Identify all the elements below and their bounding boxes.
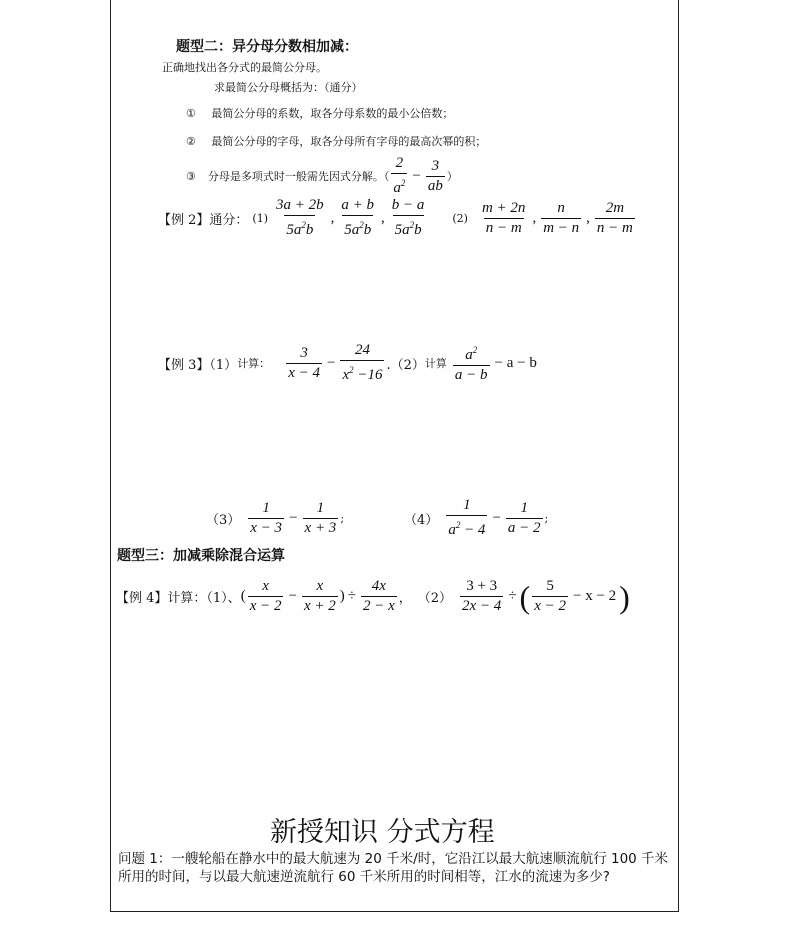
example3-part4: （4）: [404, 512, 439, 528]
example2: [158, 197, 637, 239]
section2-intro: 正确地找出各分式的最简公分母。: [162, 61, 327, 74]
problem-1: 问题 1：一艘轮船在静水中的最大航速为 20 千米/时，它沿江以最大航速顺流航行 100 千米所用的时间，与以最大航速逆流航行 60 千米所用的时间相等，江水的流速为多少?: [118, 851, 669, 885]
example3-row2: [206, 497, 548, 539]
rule-3-mark: ③: [186, 169, 196, 183]
rule-3-formula: $\frac{2}{a^2}$ − $\frac{3}{ab}$: [393, 155, 443, 196]
fraction: $\frac{1}{a^2 - 4}$: [448, 497, 486, 538]
fraction: $\frac{1}{x + 3}$: [304, 499, 337, 536]
rule-2-text: 最简公分母的字母，取各分母所有字母的最高次幂的积；: [211, 135, 487, 148]
fraction: $\frac{3 + 3}{2x - 4}$: [462, 578, 502, 614]
example3-formula2: $\frac{a^2}{a - b}$ − a − b: [451, 342, 540, 384]
example3-formula1: $\frac{3}{x - 4}$ − $\frac{24}{x^2 -16}$: [288, 342, 383, 383]
fraction: $\frac{1}{a - 2}$: [507, 499, 541, 536]
fraction: $\frac{3}{x - 4}$: [288, 344, 320, 381]
example2-label: 【例 2】通分：: [158, 212, 249, 228]
fraction: $\frac{a^2}{a - b}$: [454, 345, 488, 383]
example3-row1: [158, 342, 540, 384]
example3-semi4: ;: [544, 511, 549, 525]
fraction: $\frac{a + b}{5a^2b}$: [341, 197, 374, 238]
example2-part2: (2): [452, 211, 468, 225]
fraction: $\frac{3}{ab}$: [427, 157, 443, 194]
example2-part1: (1): [252, 211, 268, 225]
fraction: $\frac{2}{a^2}$: [393, 155, 406, 196]
example4-formula1: ( $\frac{x}{x - 2}$ − $\frac{x}{x + 2}$ ) ÷ $\frac{4x}{2 - x}$: [240, 578, 395, 614]
fraction: $\frac{24}{x^2 -16}$: [342, 342, 383, 383]
fraction: $\frac{b - a}{5a^2b}$: [391, 197, 425, 238]
example3-calc2: 计算: [424, 357, 447, 370]
rule-3-close: ）: [446, 170, 458, 183]
example3-sep: .（2）: [386, 357, 425, 373]
example3-formula4: $\frac{1}{a^2 - 4}$ − $\frac{1}{a - 2}$: [448, 497, 541, 538]
example3-semi3: ;: [340, 511, 345, 525]
example3-label: 【例 3】（1）: [158, 357, 238, 373]
example2-formula1: $\frac{3a + 2b}{5a^2b}$ , $\frac{a + b}{5a^2b}$ , $\frac{b - a}{5a^2b}$: [276, 197, 425, 238]
fraction: $\frac{2m}{n - m}$: [596, 199, 633, 236]
fraction: $\frac{4x}{2 - x}$: [362, 578, 395, 614]
rule-2-mark: ②: [186, 135, 196, 148]
rule-heading: 求最简公分母概括为：（通分）: [214, 81, 363, 94]
rule-1-text: 最简公分母的系数，取各分母系数的最小公倍数；: [211, 107, 454, 120]
rule-1: [186, 105, 453, 121]
fraction: $\frac{x}{x + 2}$: [303, 578, 336, 614]
example3-formula3: $\frac{1}{x - 3}$ − $\frac{1}{x + 3}$: [250, 499, 337, 536]
section2-title: 题型二：异分母分数相加减：: [176, 39, 358, 55]
rule-3: [186, 155, 458, 197]
example4-comma: ，: [398, 591, 412, 606]
fraction: $\frac{m + 2n}{n - m}$: [481, 199, 526, 236]
example4-part2: （2）: [417, 591, 453, 606]
fraction: $\frac{x}{x - 2}$: [249, 578, 282, 614]
rule-2: [186, 133, 486, 149]
example4-formula2: $\frac{3 + 3}{2x - 4}$ ÷ ( $\frac{5}{x - 2}$ − x − 2 ): [462, 578, 630, 615]
fraction: $\frac{3a + 2b}{5a^2b}$: [276, 197, 324, 238]
example3-calc1: 计算：: [237, 357, 271, 370]
rule-1-mark: ①: [186, 107, 196, 120]
example3-part3: （3）: [206, 512, 241, 528]
example2-formula2: $\frac{m + 2n}{n - m}$ , $\frac{n}{m - n}$ , $\frac{2m}{n - m}$: [481, 199, 633, 236]
fraction: $\frac{1}{x - 3}$: [250, 499, 283, 536]
example4: [116, 578, 630, 615]
new-topic-title: 新授知识 分式方程: [270, 817, 495, 848]
fraction: $\frac{n}{m - n}$: [543, 199, 580, 236]
rule-3-text: 分母是多项式时一般需先因式分解。（: [207, 170, 390, 183]
fraction: $\frac{5}{x - 2}$: [534, 578, 566, 614]
example4-label: 【例 4】计算：（1）、: [116, 591, 241, 606]
section3-title: 题型三：加减乘除混合运算: [117, 548, 285, 564]
